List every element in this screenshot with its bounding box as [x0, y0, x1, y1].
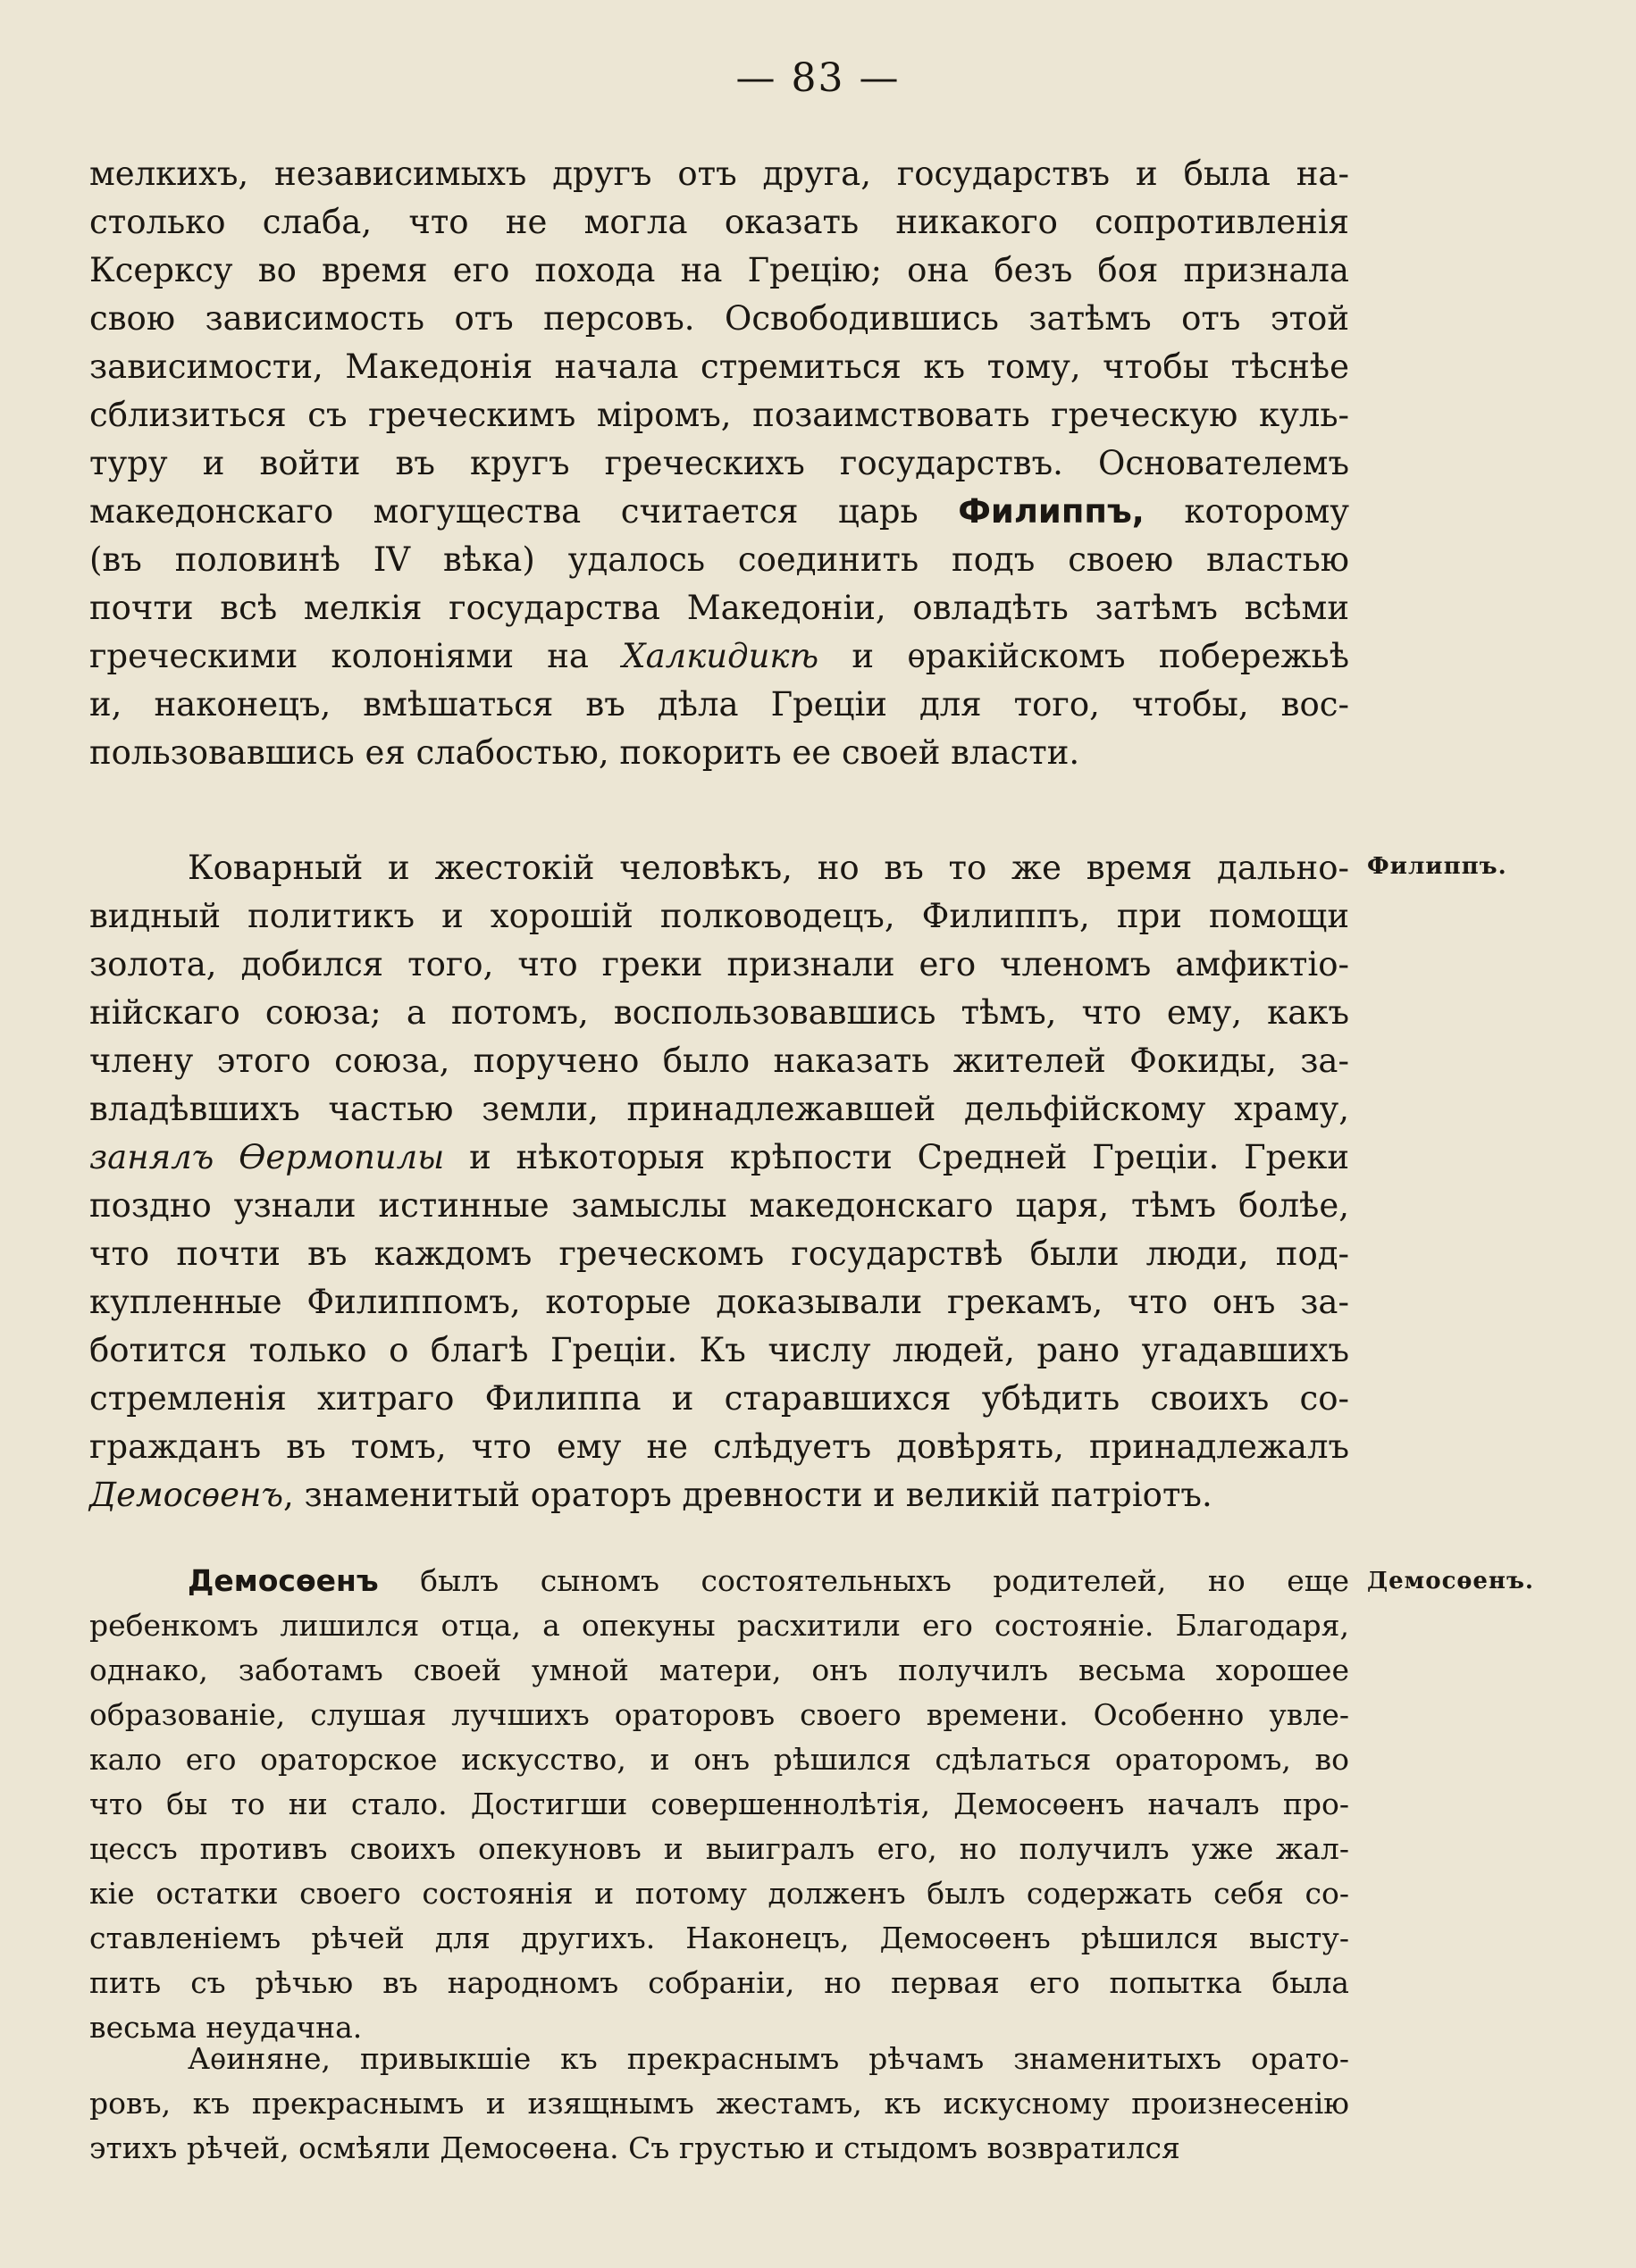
text-line: и, наконецъ, вмѣшаться въ дѣла Греціи для того, чтобы, вос-	[89, 685, 1349, 724]
text-line: Аѳиняне, привыкшіе къ прекраснымъ рѣчамъ знаменитыхъ орато-	[188, 2041, 1349, 2076]
text-line: пить съ рѣчью въ народномъ собраніи, но первая его попытка была	[89, 1965, 1349, 2000]
paragraph-athenians	[89, 2037, 1349, 2171]
text-line: видный политикъ и хорошій полководецъ, Филиппъ, при помощи	[89, 897, 1349, 935]
text-line: кіе остатки своего состоянія и потому долженъ былъ содержать себя со-	[89, 1876, 1349, 1911]
text-line: стремленія хитраго Филиппа и старавшихся убѣдить своихъ со-	[89, 1379, 1349, 1418]
text-line: ребенкомъ лишился отца, а опекуны расхитили его состояніе. Благодаря,	[89, 1608, 1349, 1643]
text-line: свою зависимость отъ персовъ. Освободившись затѣмъ отъ этой	[89, 299, 1349, 338]
text-line: туру и войти въ кругъ греческихъ государствъ. Основателемъ	[89, 444, 1349, 482]
text-line: гражданъ въ томъ, что ему не слѣдуетъ довѣрять, принадлежалъ	[89, 1427, 1349, 1466]
text-line: что почти въ каждомъ греческомъ государствѣ были люди, под-	[89, 1234, 1349, 1273]
text-line: ставленіемъ рѣчей для другихъ. Наконецъ, Демосѳенъ рѣшился высту-	[89, 1921, 1349, 1955]
text-line: купленные Филиппомъ, которые доказывали грекамъ, что онъ за-	[89, 1283, 1349, 1321]
text-line: ботится только о благѣ Греціи. Къ числу людей, рано угадавшихъ	[89, 1331, 1349, 1369]
text-line: образованіе, слушая лучшихъ ораторовъ своего времени. Особенно увле-	[89, 1697, 1349, 1732]
text-line: кало его ораторское искусство, и онъ рѣшился сдѣлаться ораторомъ, во	[89, 1742, 1349, 1777]
bold-name: Филиппъ,	[958, 492, 1145, 531]
page-number: — 83 —	[735, 55, 901, 101]
text-line: поздно узнали истинные замыслы македонскаго царя, тѣмъ болѣе,	[89, 1186, 1349, 1225]
text-line: (въ половинѣ IV вѣка) удалось соединить подъ своею властью	[89, 540, 1349, 579]
text-line: столько слаба, что не могла оказать никакого сопротивленія	[89, 203, 1349, 241]
marginal-note-philip: Филиппъ.	[1367, 853, 1507, 880]
bold-name: Демосѳенъ	[188, 1563, 379, 1598]
marginal-note-demosthenes: Демосѳенъ.	[1367, 1568, 1534, 1594]
paragraph-philip	[89, 844, 1349, 1519]
italic-term: Демосѳенъ	[89, 1476, 284, 1514]
text-line: мелкихъ, независимыхъ другъ отъ друга, государствъ и была на-	[89, 155, 1349, 193]
text-line: что бы то ни стало. Достигши совершеннолѣтія, Демосѳенъ началъ про-	[89, 1787, 1349, 1821]
paragraph-macedonia	[89, 150, 1349, 777]
text-line: члену этого союза, поручено было наказать жителей Фокиды, за-	[89, 1042, 1349, 1080]
text-line: цессъ противъ своихъ опекуновъ и выигралъ его, но получилъ уже жал-	[89, 1831, 1349, 1866]
paragraph-demosthenes	[89, 1559, 1349, 2050]
text-line: золота, добился того, что греки признали его членомъ амфиктіо-	[89, 945, 1349, 983]
text-line: весьма неудачна.	[89, 2010, 363, 2045]
text-line: Демосѳенъ, знаменитый ораторъ древности и великій патріотъ.	[89, 1476, 1212, 1514]
text-line: зависимости, Македонія начала стремиться къ тому, чтобы тѣснѣе	[89, 347, 1349, 386]
text-line: македонскаго могущества считается царь Филиппъ, которому	[89, 492, 1349, 531]
text-line: нійскаго союза; а потомъ, воспользовавшись тѣмъ, что ему, какъ	[89, 993, 1349, 1032]
text-line: греческими колоніями на Халкидикѣ и ѳракійскомъ побережьѣ	[89, 637, 1350, 675]
text-line: однако, заботамъ своей умной матери, онъ получилъ весьма хорошее	[89, 1653, 1349, 1687]
text-line: этихъ рѣчей, осмѣяли Демосѳена. Съ грустью и стыдомъ возвратился	[89, 2130, 1180, 2165]
text-line: владѣвшихъ частью земли, принадлежавшей дельфійскому храму,	[89, 1090, 1349, 1128]
text-line: пользовавшись ея слабостью, покорить ее своей власти.	[89, 733, 1080, 772]
text-line: Коварный и жестокій человѣкъ, но въ то же время дально-	[188, 849, 1349, 887]
text-line: сблизиться съ греческимъ міромъ, позаимствовать греческую куль-	[89, 396, 1349, 434]
italic-term: занялъ Ѳермопилы	[89, 1138, 445, 1176]
text-line: Демосѳенъ былъ сыномъ состоятельныхъ родителей, но еще	[188, 1563, 1349, 1598]
text-line: занялъ Ѳермопилы и нѣкоторыя крѣпости Средней Греціи. Греки	[89, 1138, 1349, 1176]
italic-term: Халкидикѣ	[622, 637, 819, 675]
text-line: почти всѣ мелкія государства Македоніи, овладѣть затѣмъ всѣми	[89, 589, 1349, 627]
text-line: ровъ, къ прекраснымъ и изящнымъ жестамъ, къ искусному произнесенію	[89, 2086, 1349, 2121]
text-line: Ксерксу во время его похода на Грецію; она безъ боя признала	[89, 251, 1349, 289]
